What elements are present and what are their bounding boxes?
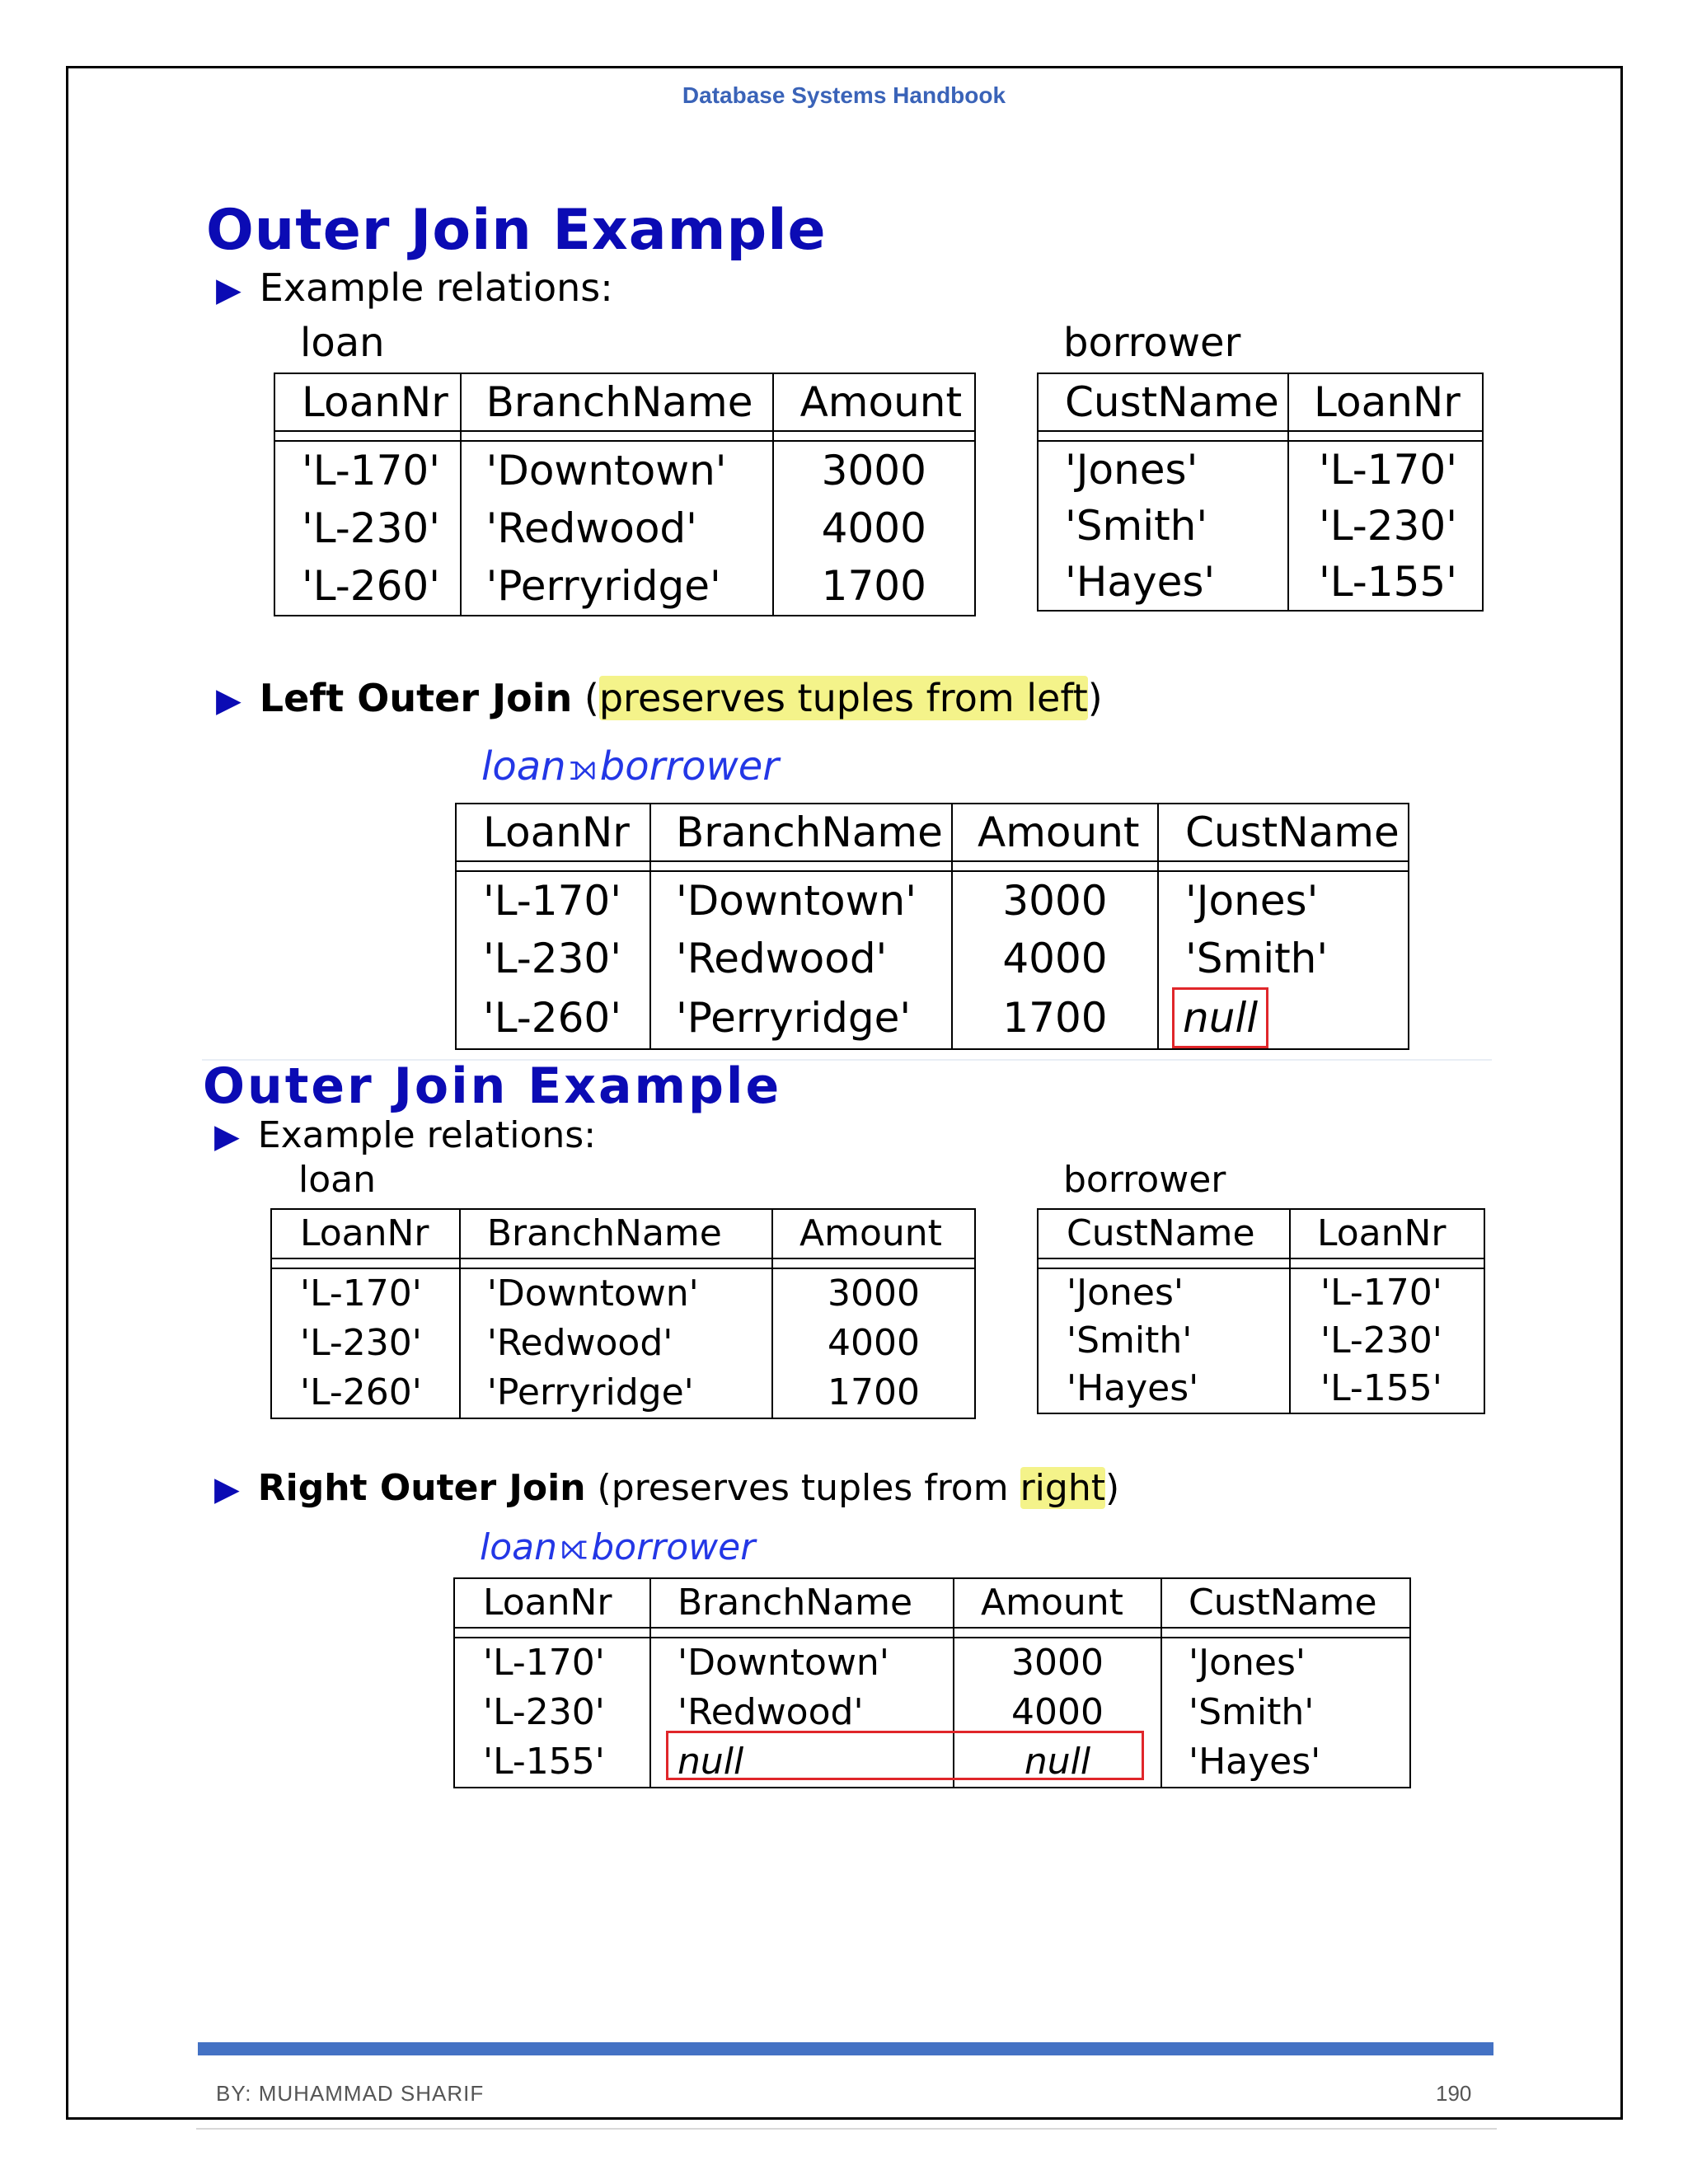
slide2-borrower-table (1037, 1208, 1485, 1414)
bullet-triangle-icon: ▶ (214, 1118, 240, 1155)
slide2-loan-table (270, 1208, 976, 1419)
bottom-rule (196, 2128, 1497, 2130)
slide2-borrower-label: borrower (1063, 1159, 1226, 1201)
col-header: Amount (772, 1209, 975, 1258)
table-cell: 'Downtown' (650, 1638, 954, 1688)
table-cell: 3000 (952, 871, 1158, 930)
null-cell: null (650, 1737, 954, 1788)
slide1-result-table (455, 803, 1409, 1050)
table-cell: 1700 (952, 987, 1158, 1049)
slide2-title: Outer Join Example (203, 1057, 782, 1115)
slide1-bullet-relations: ▶ Example relations: (216, 265, 613, 310)
table-cell: 'Downtown' (460, 1268, 772, 1319)
null-cell: null (954, 1737, 1161, 1788)
table-cell: 4000 (772, 1319, 975, 1368)
table-cell: 'L-230' (454, 1688, 650, 1737)
table-cell: 'L-170' (1288, 441, 1483, 498)
table-cell: 'L-230' (1290, 1317, 1484, 1365)
table-cell: 'L-170' (271, 1268, 460, 1319)
table-cell: 'Redwood' (650, 930, 952, 987)
col-header: Amount (954, 1578, 1161, 1628)
slide1-borrower-table (1037, 373, 1484, 612)
table-cell: 'Downtown' (461, 441, 773, 499)
page-number: 190 (1436, 2081, 1472, 2106)
table-cell: 'L-230' (456, 930, 650, 987)
col-header: CustName (1038, 373, 1288, 431)
col-header: BranchName (460, 1209, 772, 1258)
table-cell: 'Jones' (1161, 1638, 1410, 1688)
col-header: LoanNr (1290, 1209, 1484, 1258)
table-cell: 'Perryridge' (650, 987, 952, 1049)
slide1-loan-table (274, 373, 976, 616)
col-header: CustName (1161, 1578, 1410, 1628)
table-cell: 'Smith' (1038, 498, 1288, 554)
null-highlight-box: null (1172, 987, 1268, 1048)
bullet-triangle-icon: ▶ (216, 271, 241, 309)
left-outer-join-symbol: ⟕ (569, 747, 597, 789)
table-cell: 'Jones' (1038, 441, 1288, 498)
table-cell: 3000 (773, 441, 975, 499)
table-cell: 'L-155' (1288, 554, 1483, 611)
table-cell: 'Downtown' (650, 871, 952, 930)
highlighted-note: right (1020, 1467, 1105, 1509)
table-cell: 'Redwood' (650, 1688, 954, 1737)
table-cell: 'Smith' (1161, 1688, 1410, 1737)
col-header: LoanNr (274, 373, 461, 431)
table-cell: 'L-260' (456, 987, 650, 1049)
bullet-triangle-icon: ▶ (216, 682, 241, 719)
bullet-triangle-icon: ▶ (214, 1470, 240, 1508)
table-cell: 'L-230' (274, 499, 461, 557)
table-cell: 'L-170' (274, 441, 461, 499)
table-cell: 'L-230' (271, 1319, 460, 1368)
col-header: LoanNr (454, 1578, 650, 1628)
slide2-join-expression: loan⟖borrower (480, 1526, 756, 1568)
table-cell: 'Smith' (1038, 1317, 1290, 1365)
table-cell: 'Perryridge' (461, 557, 773, 616)
table-cell: 4000 (773, 499, 975, 557)
col-header: LoanNr (271, 1209, 460, 1258)
table-cell: 'L-260' (271, 1368, 460, 1418)
table-cell: 'Smith' (1158, 930, 1409, 987)
slide1-bullet-left-join: ▶ Left Outer Join (preserves tuples from left) (216, 676, 1103, 720)
slide1-loan-label: loan (300, 320, 385, 366)
table-cell: 'Redwood' (460, 1319, 772, 1368)
table-cell: 'Hayes' (1161, 1737, 1410, 1788)
col-header: LoanNr (1288, 373, 1483, 431)
table-cell: 'L-260' (274, 557, 461, 616)
table-cell: 'Redwood' (461, 499, 773, 557)
col-header: BranchName (650, 1578, 954, 1628)
col-header: CustName (1038, 1209, 1290, 1258)
page-header: Database Systems Handbook (682, 82, 1006, 108)
table-cell: 3000 (954, 1638, 1161, 1688)
table-cell: 4000 (954, 1688, 1161, 1737)
col-header: BranchName (461, 373, 773, 431)
slide2-bullet-right-join: ▶ Right Outer Join (preserves tuples from right) (214, 1467, 1120, 1509)
table-cell: 'L-170' (454, 1638, 650, 1688)
highlighted-note: preserves tuples from left (598, 676, 1088, 720)
col-header: CustName (1158, 804, 1409, 861)
table-cell: 'L-155' (454, 1737, 650, 1788)
right-outer-join-symbol: ⟖ (560, 1526, 588, 1568)
footer-bar (198, 2042, 1493, 2055)
col-header: Amount (952, 804, 1158, 861)
table-cell: 'L-170' (1290, 1268, 1484, 1317)
slide2-loan-label: loan (298, 1159, 376, 1201)
table-cell: 4000 (952, 930, 1158, 987)
footer-author: BY: MUHAMMAD SHARIF (216, 2081, 485, 2106)
table-cell: 1700 (772, 1368, 975, 1418)
table-cell: 'L-230' (1288, 498, 1483, 554)
col-header: LoanNr (456, 804, 650, 861)
slide2-result-table (453, 1577, 1411, 1788)
table-cell: 3000 (772, 1268, 975, 1319)
table-cell: 'Perryridge' (460, 1368, 772, 1418)
table-cell: 1700 (773, 557, 975, 616)
table-cell: 'Jones' (1038, 1268, 1290, 1317)
null-cell (1158, 987, 1409, 1049)
slide1-join-expression: loan⟕borrower (481, 743, 779, 790)
slide1-borrower-label: borrower (1063, 320, 1241, 366)
slide1-title: Outer Join Example (206, 198, 827, 263)
table-cell: 'L-155' (1290, 1365, 1484, 1413)
col-header: Amount (773, 373, 975, 431)
slide2-bullet-relations: ▶ Example relations: (214, 1114, 597, 1156)
table-cell: 'Hayes' (1038, 1365, 1290, 1413)
table-cell: 'Jones' (1158, 871, 1409, 930)
table-cell: 'L-170' (456, 871, 650, 930)
col-header: BranchName (650, 804, 952, 861)
table-cell: 'Hayes' (1038, 554, 1288, 611)
